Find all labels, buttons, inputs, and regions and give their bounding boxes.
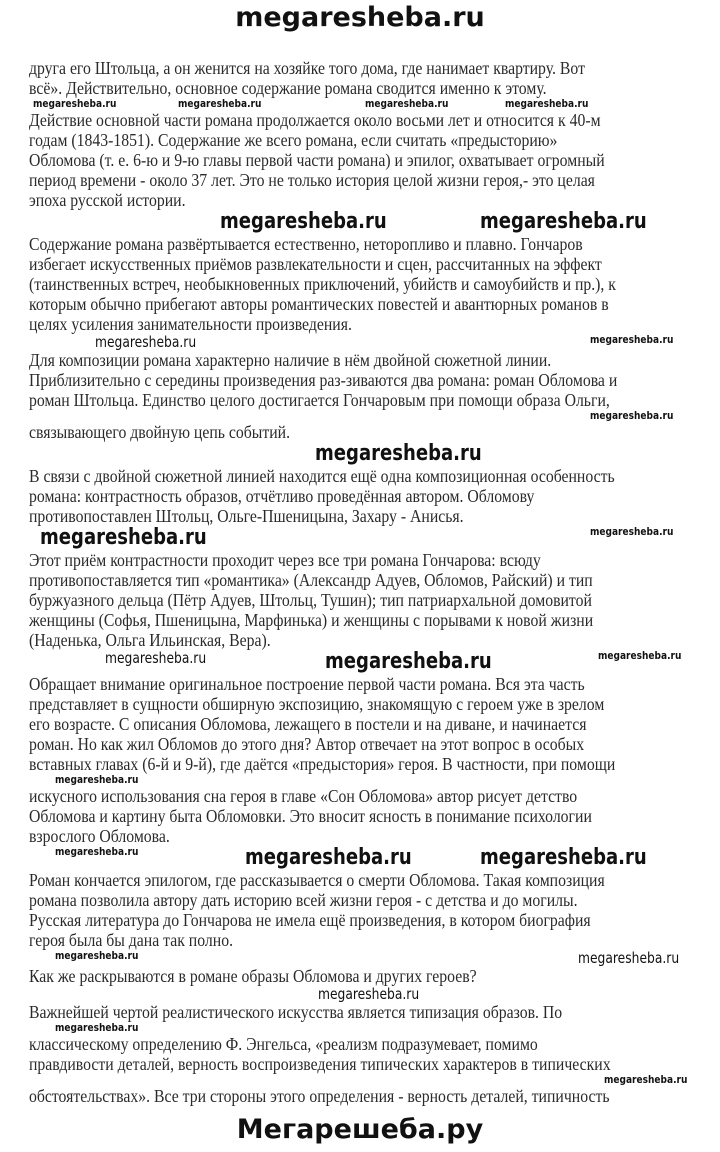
text-line: искусного использования сна героя в главе «Сон Обломова» автор рисует детство	[29, 786, 578, 806]
text-line: Обломова и картину быта Обломовки. Это вносит ясность в понимание психологии	[29, 806, 592, 826]
text-line: период времени - около 37 лет. Это не только история целой жизни героя,- это целая	[29, 170, 595, 190]
text-line: героя была бы дана так полно.	[29, 930, 234, 950]
text-line: обстоятельствах». Все три стороны этого определения - верность деталей, типичность	[29, 1086, 610, 1106]
text-line: противопоставлен Штольц, Ольге-Пшеницына, Захару - Анисья.	[29, 506, 464, 526]
text-line: Этот приём контрастности проходит через все три романа Гончарова: всюду	[29, 550, 541, 570]
watermark: megaresheba.ru	[40, 525, 207, 550]
watermark: megaresheba.ru	[220, 209, 387, 234]
text-line: правдивости деталей, верность воспроизведения типических характеров в типических	[29, 1054, 611, 1074]
text-line: его возрасте. С описания Обломова, лежащего в постели и на диване, и начинается	[29, 714, 587, 734]
watermark-row	[0, 846, 720, 870]
text-line: эпоха русской истории.	[29, 190, 186, 210]
watermark: megaresheba.ru	[325, 649, 492, 674]
text-line: Обращает внимание оригинальное построение первой части романа. Вся эта часть	[29, 674, 585, 694]
text-line: взрослого Обломова.	[29, 826, 170, 846]
watermark-row	[0, 1022, 720, 1034]
text-line: связывающего двойную цепь событий.	[29, 422, 291, 442]
text-line: Как же раскрываются в романе образы Обломова и других героев?	[29, 966, 477, 986]
watermark-row	[0, 98, 720, 110]
watermark-row	[0, 950, 720, 966]
watermark-row	[0, 210, 720, 234]
watermark: megaresheba.ru	[55, 1021, 139, 1034]
text-line: противопоставляется тип «романтика» (Александр Адуев, Обломов, Райский) и тип	[29, 570, 593, 590]
watermark: megaresheba.ru	[590, 525, 674, 538]
watermark: megaresheba.ru	[480, 209, 647, 234]
text-line: годам (1843-1851). Содержание же всего романа, если считать «предысторию»	[29, 130, 558, 150]
watermark: megaresheba.ru	[315, 441, 482, 466]
watermark: megaresheba.ru	[55, 949, 139, 962]
watermark: megaresheba.ru	[318, 985, 420, 1003]
site-footer-watermark: Мегарешеба.ру	[236, 1114, 484, 1145]
text-line: Действие основной части романа продолжается около восьми лет и относится к 40-м	[29, 110, 601, 130]
text-line: (Наденька, Ольга Ильинская, Вера).	[29, 630, 271, 650]
text-line: целях усиления занимательности произведения.	[29, 314, 352, 334]
text-line: В связи с двойной сюжетной линией находится ещё одна композиционная особенность	[29, 466, 615, 486]
text-line: буржуазного дельца (Пётр Адуев, Штольц, Тушин); тип патриархальной домовитой	[29, 590, 592, 610]
text-line: Содержание романа развёртывается естественно, неторопливо и плавно. Гончаров	[29, 234, 583, 254]
text-line: Роман кончается эпилогом, где рассказывается о смерти Обломова. Такая композиция	[29, 870, 605, 890]
watermark: megaresheba.ru	[178, 97, 262, 110]
document-body	[0, 58, 720, 1106]
watermark: megaresheba.ru	[55, 845, 139, 858]
watermark-row	[0, 986, 720, 1002]
watermark-row	[0, 650, 720, 674]
site-header-watermark: megaresheba.ru	[235, 2, 485, 33]
text-line: роман Штольца. Единство целого достигается Гончаровым при помощи образа Ольги,	[29, 390, 610, 410]
text-line: женщины (Софья, Пшеницына, Марфинька) и женщины с порывами к новой жизни	[29, 610, 594, 630]
watermark-row	[0, 334, 720, 350]
text-line: которым обычно прибегают авторы романтических повестей и авантюрных романов в	[29, 294, 609, 314]
watermark: megaresheba.ru	[55, 773, 139, 786]
watermark: megaresheba.ru	[365, 97, 449, 110]
text-line: Для композиции романа характерно наличие в нём двойной сюжетной линии.	[29, 350, 552, 370]
watermark: megaresheba.ru	[604, 1073, 688, 1086]
watermark: megaresheba.ru	[105, 649, 207, 667]
text-line: романа позволила автору дать историю всей жизни героя - с детства и до могилы.	[29, 890, 578, 910]
watermark-row	[0, 410, 720, 422]
text-line: классическому определению Ф. Энгельса, «реализм подразумевает, помимо	[29, 1034, 538, 1054]
text-line: Приблизительно с середины произведения раз-зиваются два романа: роман Обломова и	[29, 370, 618, 390]
text-line: Русская литература до Гончарова не имела ещё произведения, в котором биография	[29, 910, 591, 930]
watermark: megaresheba.ru	[590, 409, 674, 422]
text-line: романа: контрастность образов, отчётливо проведённая автором. Обломову	[29, 486, 535, 506]
watermark: megaresheba.ru	[245, 845, 412, 870]
watermark: megaresheba.ru	[33, 97, 117, 110]
watermark: megaresheba.ru	[505, 97, 589, 110]
watermark: megaresheba.ru	[95, 333, 197, 351]
text-line: представляет в сущности обширную экспозицию, знакомящую с героем уже в зрелом	[29, 694, 605, 714]
text-line: Обломова (т. е. 6-ю и 9-ю главы первой части романа) и эпилог, охватывает огромный	[29, 150, 605, 170]
watermark: megaresheba.ru	[578, 949, 680, 967]
text-line: вставных главах (6-й и 9-й), где даётся «предыстория» героя. В частности, при помощи	[29, 754, 616, 774]
watermark: megaresheba.ru	[598, 649, 682, 662]
watermark: megaresheba.ru	[590, 333, 674, 346]
text-line: роман. Но как жил Обломов до этого дня? Автор отвечает на этот вопрос в особых	[29, 734, 585, 754]
text-line: Важнейшей чертой реалистического искусства является типизация образов. По	[29, 1002, 563, 1022]
text-line: друга его Штольца, а он женится на хозяйке того дома, где нанимает квартиру. Вот	[29, 58, 585, 78]
text-line: (таинственных встреч, необыкновенных приключений, убийств и самоубийств и пр.), к	[29, 274, 616, 294]
text-line: всё». Действительно, основное содержание романа сводится именно к этому.	[29, 78, 547, 98]
watermark-row	[0, 1074, 720, 1086]
watermark-row	[0, 442, 720, 466]
watermark-row	[0, 526, 720, 550]
text-line: избегает искусственных приёмов развлекательности и сцен, рассчитанных на эффект	[29, 254, 602, 274]
watermark: megaresheba.ru	[480, 845, 647, 870]
watermark-row	[0, 774, 720, 786]
